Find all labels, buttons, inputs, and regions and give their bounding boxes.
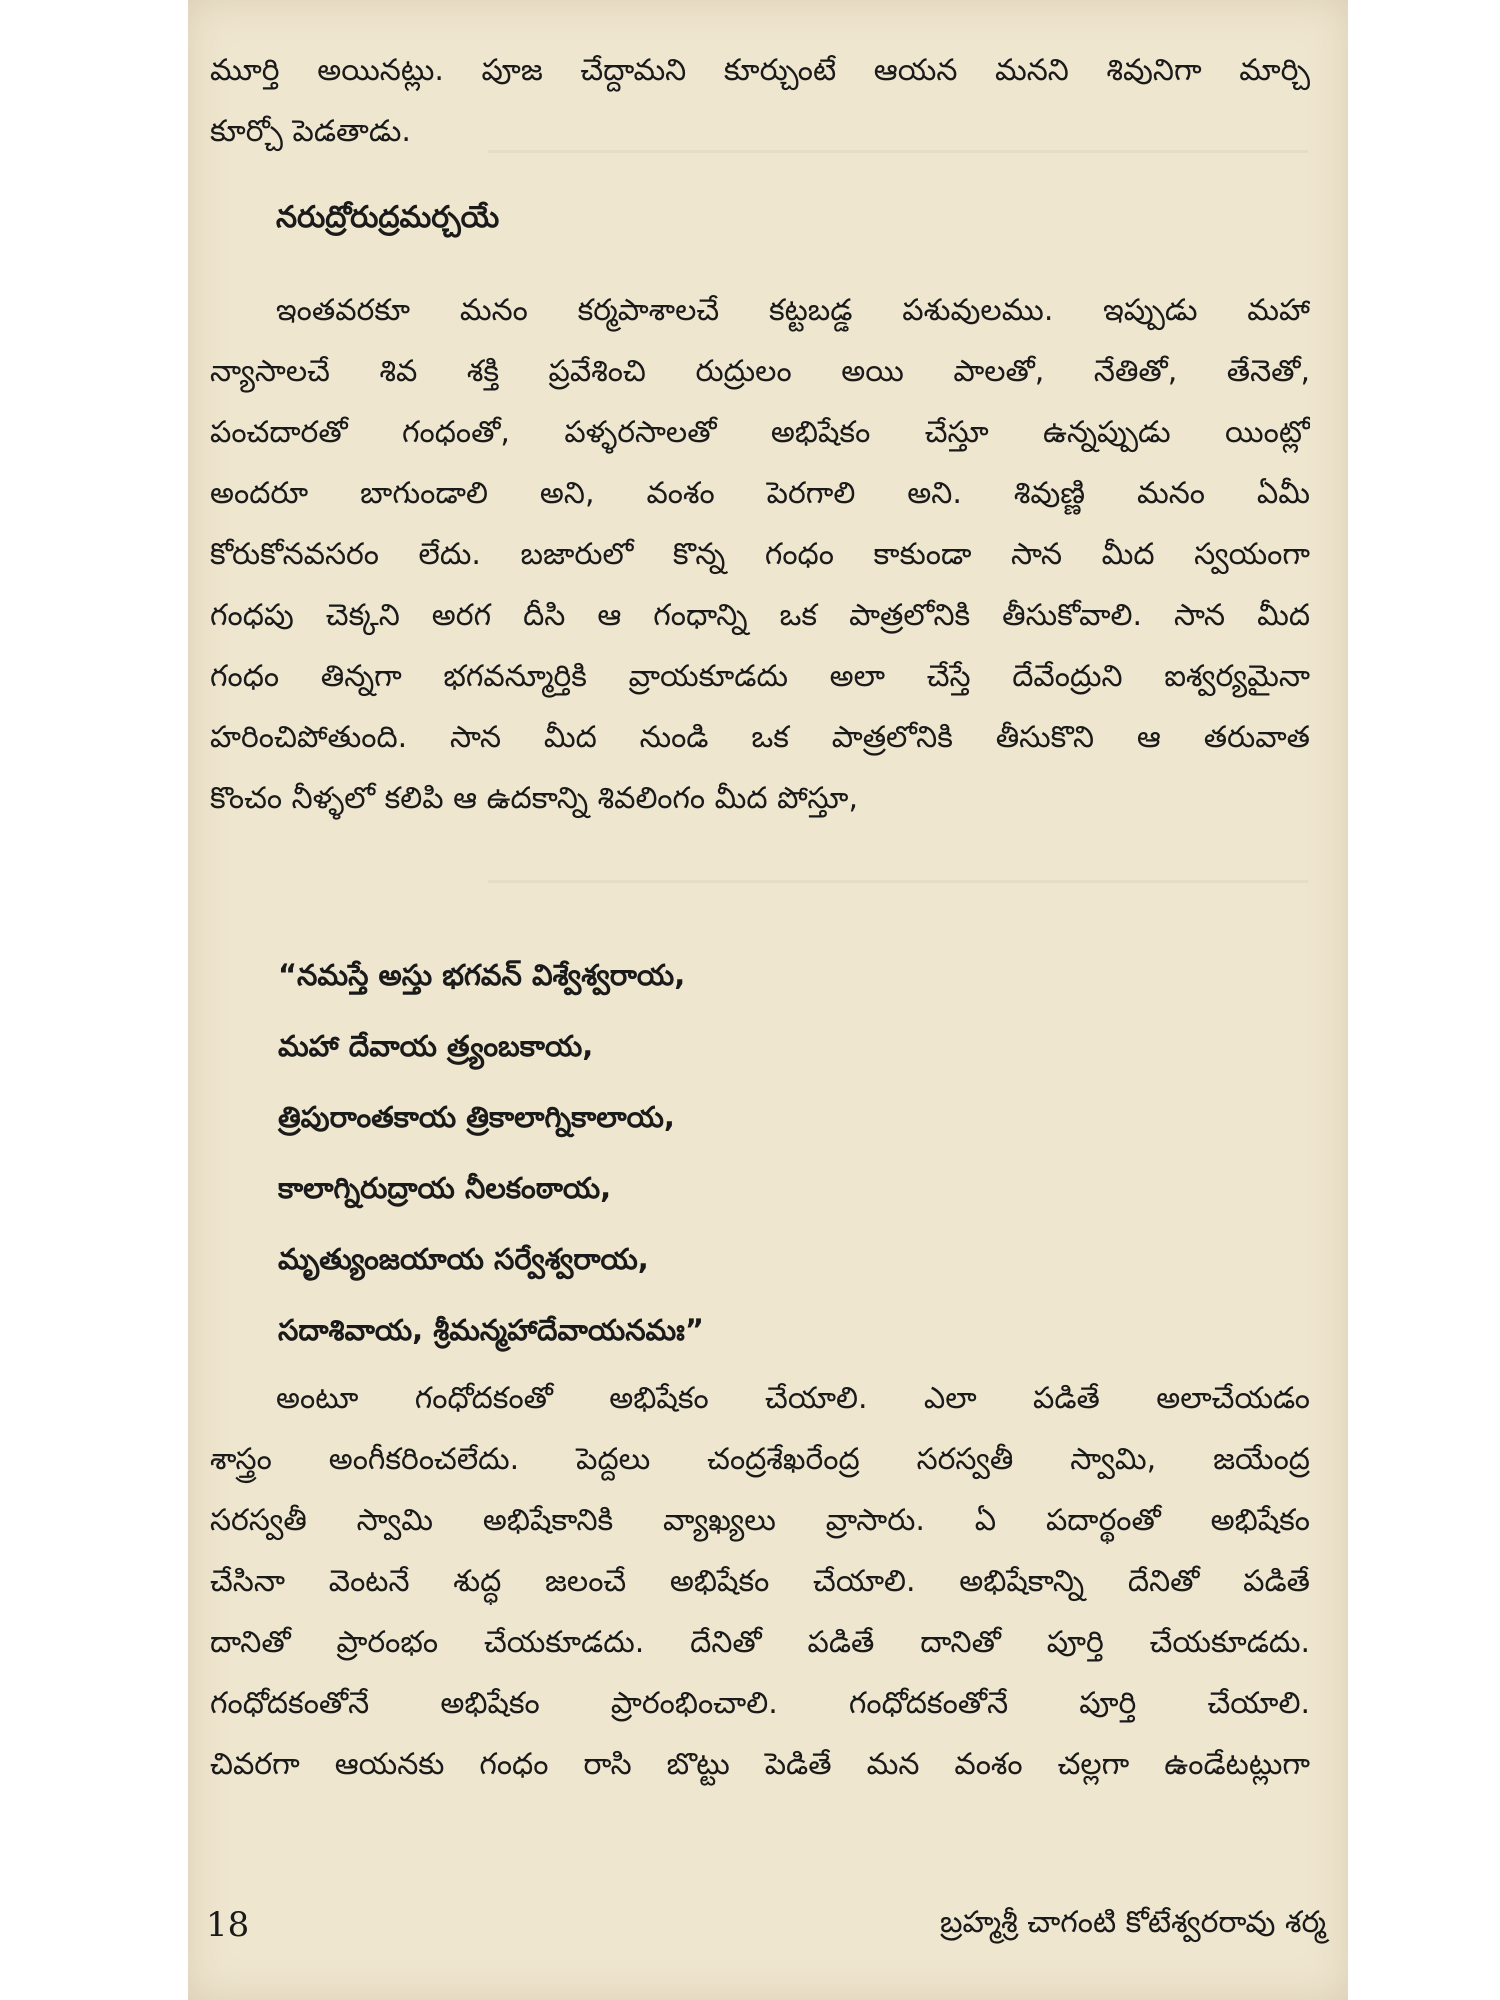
text-line: సరస్వతీ స్వామి అభిషేకానికి వ్యాఖ్యలు వ్రాసారు. ఏ పదార్థంతో అభిషేకం [210,1503,1310,1538]
text-line: చివరగా ఆయనకు గంధం రాసి బొట్టు పెడితే మన వంశం చల్లగా ఉండేటట్లుగా [210,1747,1310,1782]
text-line: అంటూ గంధోదకంతో అభిషేకం చేయాలి. ఎలా పడితే అలాచేయడం [276,1381,1310,1416]
text-line: పంచదారతో గంధంతో, పళ్ళరసాలతో అభిషేకం చేస్తూ ఉన్నప్పుడు యింట్లో [210,415,1310,450]
text-line: చేసినా వెంటనే శుద్ధ జలంచే అభిషేకం చేయాలి. అభిషేకాన్ని దేనితో పడితే [210,1564,1310,1599]
opening-text [210,40,1310,162]
verse-line: “నమస్తే అస్తు భగవన్ విశ్వేశ్వరాయ, [278,958,686,992]
text-line: ఇంతవరకూ మనం కర్మపాశాలచే కట్టబడ్డ పశువులము. ఇప్పుడు మహా [276,293,1310,328]
book-page [188,0,1348,2000]
text-line: అందరూ బాగుండాలి అని, వంశం పెరగాలి అని. శివుణ్ణి మనం ఏమీ [210,476,1310,511]
text-line: శాస్త్రం అంగీకరించలేదు. పెద్దలు చంద్రశేఖరేంద్ర సరస్వతీ స్వామి, జయేంద్ర [210,1442,1310,1477]
verse-line: మృత్యుంజయాయ సర్వేశ్వరాయ, [278,1242,649,1276]
verse-line: త్రిపురాంతకాయ త్రికాలాగ్నికాలాయ, [278,1100,675,1134]
text-line: న్యాసాలచే శివ శక్తి ప్రవేశించి రుద్రులం అయి పాలతో, నేతితో, తేనెతో, [210,354,1310,389]
text-line: దానితో ప్రారంభం చేయకూడదు. దేనితో పడితే దానితో పూర్తి చేయకూడదు. [210,1625,1310,1660]
paragraph-1 [210,280,1310,829]
verse-line: మహా దేవాయ త్ర్యంబకాయ, [278,1029,594,1063]
text-line: గంధపు చెక్కని అరగ దీసి ఆ గంధాన్ని ఒక పాత్రలోనికి తీసుకోవాలి. సాన మీద [210,598,1310,633]
text-line: కూర్చో పెడతాడు. [210,114,411,149]
section-heading: నరుద్రోరుద్రమర్చయే [276,200,500,235]
text-line: గంధోదకంతోనే అభిషేకం ప్రారంభించాలి. గంధోదకంతోనే పూర్తి చేయాలి. [210,1686,1310,1721]
bleed-through-mark [488,880,1308,883]
verse-block [278,940,1178,1366]
paragraph-2 [210,1368,1310,1795]
page-number: 18 [206,1905,250,1945]
text-line: మూర్తి అయినట్లు. పూజ చేద్దామని కూర్చుంటే ఆయన మనని శివునిగా మార్చి [210,53,1310,88]
verse-line: కాలాగ్నిరుద్రాయ నీలకంఠాయ, [278,1171,612,1205]
text-line: కోరుకోనవసరం లేదు. బజారులో కొన్న గంధం కాకుండా సాన మీద స్వయంగా [210,537,1310,572]
verse-line: సదాశివాయ, శ్రీమన్మహాదేవాయనమః” [278,1313,704,1347]
running-footer-author: బ్రహ్మశ్రీ చాగంటి కోటేశ్వరరావు శర్మ [940,1905,1326,1940]
text-line: హరించిపోతుంది. సాన మీద నుండి ఒక పాత్రలోనికి తీసుకొని ఆ తరువాత [210,720,1310,755]
text-line: కొంచం నీళ్ళలో కలిపి ఆ ఉదకాన్ని శివలింగం మీద పోస్తూ, [210,781,858,816]
text-line: గంధం తిన్నగా భగవన్మూర్తికి వ్రాయకూడదు అలా చేస్తే దేవేంద్రుని ఐశ్వర్యమైనా [210,659,1310,694]
